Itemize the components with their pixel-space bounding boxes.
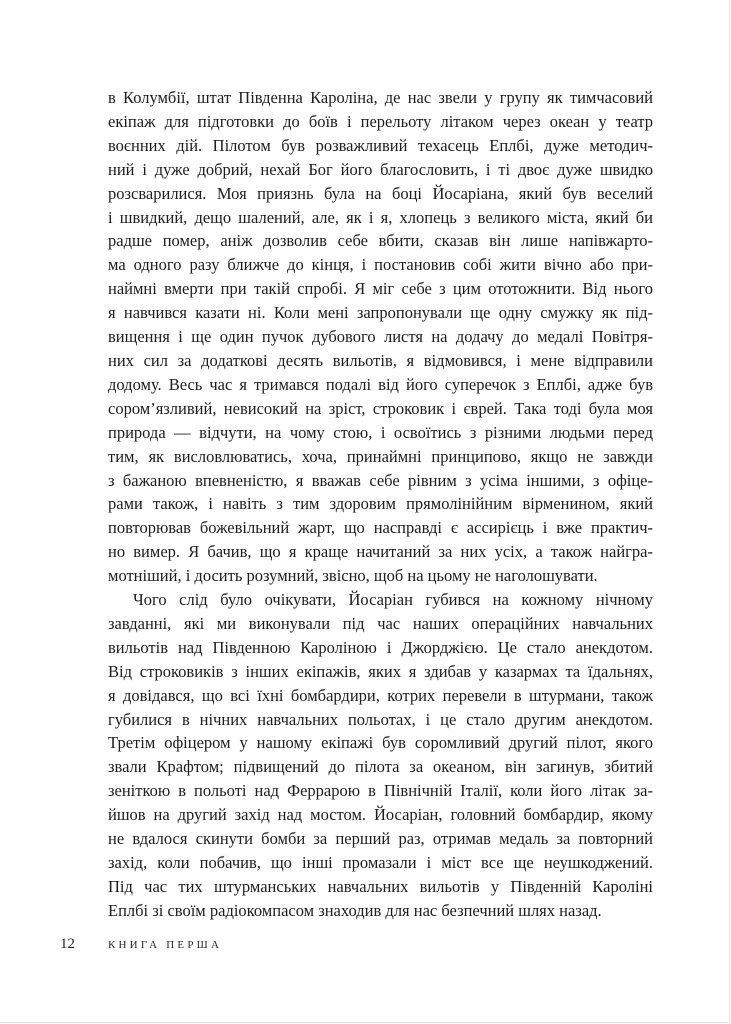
- text-line: наймні вмерти при такій спробі. Я міг себе з цим ототожнити. Від нього: [108, 279, 653, 299]
- text-line: не вдалося скинути бомби за перший раз, отримав медаль за повторний: [108, 829, 653, 849]
- text-line: екіпаж для підготовки до боїв і перельоту літаком через океан у театр: [108, 111, 653, 131]
- text-line: і швидкий, дещо шалений, але, як і я, хлопець з великого міста, який би: [108, 207, 653, 227]
- text-line: тим, як висловлюватись, хоча, принаймні принципово, якщо не завжди: [108, 446, 653, 466]
- text-line: радше помер, аніж дозволив себе вбити, сказав він лише напівжарто-: [108, 231, 653, 251]
- text-line: розсварилися. Моя приязнь була на боці Йосаріана, який був веселий: [108, 183, 653, 203]
- text-line: з бажаною впевненістю, я вважав себе рівним з усіма іншими, з офіце-: [108, 470, 653, 490]
- text-line: Еплбі зі своїм радіокомпасом знаходив для нас безпечний шлях назад.: [108, 900, 602, 920]
- text-block: [108, 86, 653, 923]
- text-line: завданні, які ми виконували під час наших операційних навчальних: [108, 613, 653, 633]
- text-line: но вимер. Я бачив, що я краще начитаний за них усіх, а також найгра-: [108, 542, 653, 562]
- text-line: я навчився казати ні. Коли мені запропонували ще одну смужку як під-: [108, 303, 653, 323]
- text-line: додому. Весь час я тримався подалі від його суперечок з Еплбі, адже був: [108, 374, 653, 394]
- text-line: ний і дуже добрий, нехай Бог його благословить, і ті двоє дуже швидко: [108, 159, 653, 179]
- page-number: 12: [60, 936, 75, 952]
- text-line: Від строковиків з інших екіпажів, яких я здибав у казармах та їдальнях,: [108, 661, 653, 681]
- text-line: Третім офіцером у нашому екіпажі був соромливий другий пілот, якого: [108, 733, 653, 753]
- text-line: губилися в нічних навчальних польотах, і це стало другим анекдотом.: [108, 709, 653, 729]
- text-line: Чого слід було очікувати, Йосаріан губився на кожному нічному: [133, 590, 653, 610]
- text-line: мотніший, і досить розумний, звісно, щоб на цьому не наголошувати.: [108, 566, 598, 586]
- text-line: вищення і ще один пучок дубового листя на додачу до медалі Повітря-: [108, 327, 653, 347]
- text-line: Під час тих штурманських навчальних вильотів у Південній Кароліні: [108, 876, 653, 896]
- page-footer: [0, 936, 729, 966]
- text-line: захід, коли побачив, що інші промазали і міст все ще неушкоджений.: [108, 853, 653, 872]
- text-line: ма одного разу ближче до кінця, і постановив собі жити вічно або при-: [108, 255, 653, 275]
- running-title: КНИГА ПЕРША: [108, 939, 223, 951]
- text-line: звали Крафтом; підвищений до пілота за океаном, він загинув, збитий: [108, 757, 653, 777]
- text-line: в Колумбії, штат Південна Кароліна, де нас звели у групу як тимчасовий: [108, 88, 653, 107]
- text-line: воєнних дій. Пілотом був розважливий техасець Еплбі, дуже методич-: [108, 135, 653, 155]
- text-line: повторював божевільний жарт, що насправді є ассирієць і вже практич-: [108, 518, 653, 538]
- text-line: сором’язливий, невисокий на зріст, строковик і єврей. Така тоді була моя: [108, 398, 653, 418]
- text-line: рами також, і навіть з тим здоровим прямолінійним вірменином, який: [108, 494, 653, 514]
- text-line: йшов на другий захід над мостом. Йосаріан, головний бомбардир, якому: [108, 805, 653, 825]
- text-line: природа — відчути, на чому стою, і освоїтись з різними людьми перед: [108, 422, 653, 442]
- text-line: зеніткою в польоті над Феррарою в Північній Італії, коли його літак за-: [108, 781, 653, 801]
- text-line: я довідався, що всі їхні бомбардири, котрих перевели в штурмани, також: [108, 685, 653, 705]
- text-line: них сил за додаткові десять вильотів, я відмовився, і мене відправили: [108, 350, 653, 370]
- text-line: вильотів над Південною Кароліною і Джорджією. Це стало анекдотом.: [108, 637, 653, 657]
